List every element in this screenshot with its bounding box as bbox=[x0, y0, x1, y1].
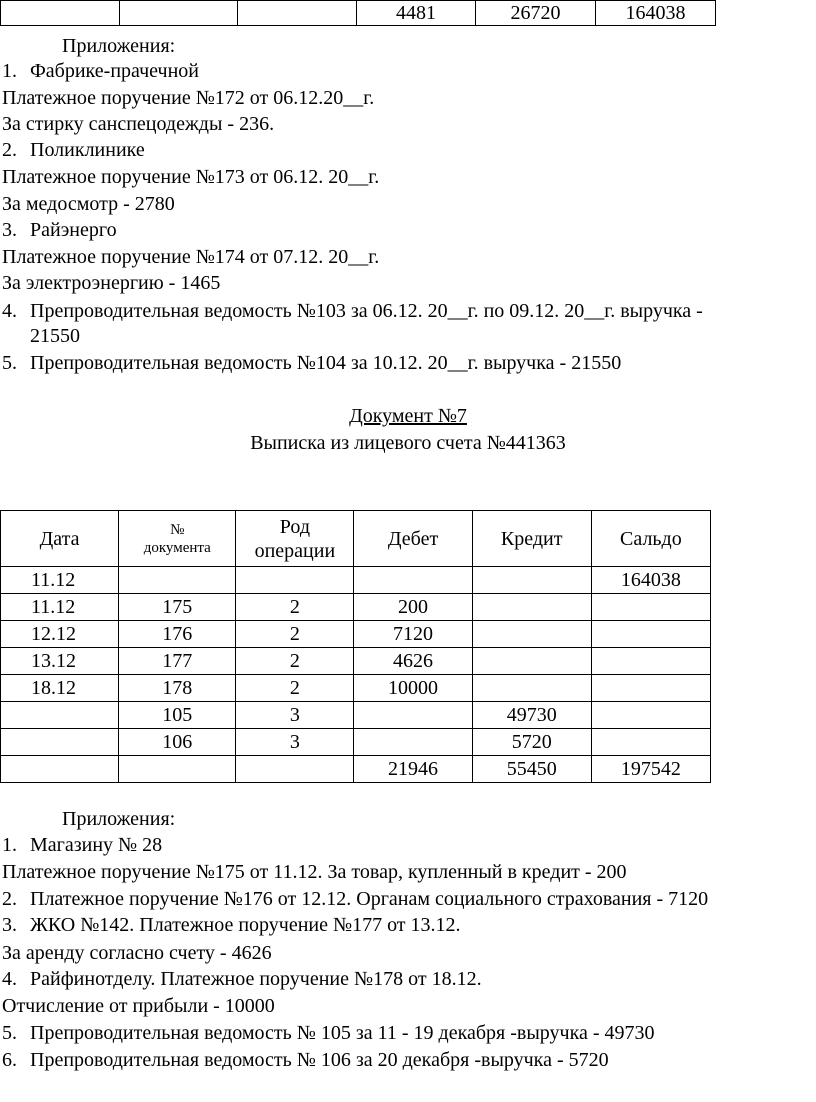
cell-credit bbox=[472, 675, 591, 702]
list-text: Платежное поручение №176 от 12.12. Органам социального страхования - 7120 bbox=[30, 888, 709, 910]
list-text: Магазину № 28 bbox=[30, 834, 163, 856]
cell-operation: 2 bbox=[236, 621, 354, 648]
cell-credit: 5720 bbox=[472, 729, 591, 756]
cell-date: 11.12 bbox=[1, 567, 119, 594]
table-cell bbox=[120, 1, 238, 26]
list-text: Поликлинике bbox=[30, 139, 145, 161]
cell-doc-number: 176 bbox=[119, 621, 236, 648]
cell-date: 18.12 bbox=[1, 675, 119, 702]
cell-debit: 4626 bbox=[354, 648, 472, 675]
list-text: Препроводительная ведомость № 106 за 20 декабря -выручка - 5720 bbox=[30, 1049, 609, 1071]
list-item: За электроэнергию - 1465 bbox=[2, 272, 221, 294]
table-cell: 164038 bbox=[596, 1, 716, 26]
table-row bbox=[1, 702, 711, 729]
list-number: 6. bbox=[2, 1049, 17, 1071]
cell-debit: 7120 bbox=[354, 621, 472, 648]
cell-debit: 200 bbox=[354, 594, 472, 621]
list-text: Препроводительная ведомость №103 за 06.12. 20__г. по 09.12. 20__г. выручка - bbox=[30, 300, 703, 322]
list-item: За медосмотр - 2780 bbox=[2, 193, 175, 215]
table-row bbox=[1, 729, 711, 756]
cell-balance bbox=[591, 702, 710, 729]
cell-balance bbox=[591, 648, 710, 675]
list-item bbox=[2, 1047, 609, 1073]
table-row bbox=[1, 621, 711, 648]
cell-credit bbox=[472, 567, 591, 594]
list-number: 5. bbox=[2, 1022, 17, 1044]
list-item bbox=[2, 137, 145, 163]
list-item bbox=[2, 886, 708, 912]
top-summary-table bbox=[0, 0, 716, 26]
header-credit: Кредит bbox=[472, 511, 591, 567]
cell-credit bbox=[472, 621, 591, 648]
list-item: Платежное поручение №174 от 07.12. 20__г. bbox=[2, 246, 380, 268]
list-number: 3. bbox=[2, 914, 17, 936]
table-row bbox=[1, 1, 716, 26]
list-item bbox=[2, 912, 461, 938]
document-subtitle: Выписка из лицевого счета №441363 bbox=[250, 432, 566, 454]
list-number: 4. bbox=[2, 300, 17, 322]
table-row bbox=[1, 567, 711, 594]
list-text: Райфинотделу. Платежное поручение №178 от 18.12. bbox=[30, 968, 482, 990]
header-date: Дата bbox=[1, 511, 119, 567]
table-cell bbox=[238, 1, 357, 26]
cell-operation: 3 bbox=[236, 729, 354, 756]
document-title: Документ №7 bbox=[349, 405, 467, 427]
list-number: 3. bbox=[2, 219, 17, 241]
header-debit: Дебет bbox=[354, 511, 472, 567]
cell-doc-number: 106 bbox=[119, 729, 236, 756]
list-item bbox=[2, 58, 199, 84]
cell-balance bbox=[591, 729, 710, 756]
cell-credit bbox=[472, 648, 591, 675]
account-statement-table bbox=[0, 510, 711, 783]
cell-operation: 2 bbox=[236, 675, 354, 702]
list-item: За аренду согласно счету - 4626 bbox=[2, 942, 272, 964]
cell-date bbox=[1, 729, 119, 756]
list-item: За стирку санспецодежды - 236. bbox=[2, 113, 275, 135]
list-item bbox=[2, 298, 703, 324]
cell-debit-total: 21946 bbox=[354, 756, 472, 783]
cell-doc-number: 105 bbox=[119, 702, 236, 729]
cell-debit: 10000 bbox=[354, 675, 472, 702]
list-text: Препроводительная ведомость № 105 за 11 - 19 декабря -выручка - 49730 bbox=[30, 1022, 655, 1044]
list-number: 1. bbox=[2, 834, 17, 856]
header-doc-number bbox=[119, 511, 236, 567]
list-text: Фабрике-прачечной bbox=[30, 60, 199, 82]
cell-credit bbox=[472, 594, 591, 621]
list-item: Платежное поручение №172 от 06.12.20__г. bbox=[2, 87, 375, 109]
cell-debit bbox=[354, 567, 472, 594]
cell-credit: 49730 bbox=[472, 702, 591, 729]
cell-doc-number: 177 bbox=[119, 648, 236, 675]
cell-date bbox=[1, 702, 119, 729]
cell-date: 11.12 bbox=[1, 594, 119, 621]
header-balance: Сальдо bbox=[591, 511, 710, 567]
appendix-heading: Приложения: bbox=[62, 35, 176, 57]
list-item bbox=[2, 350, 621, 376]
cell-balance-total: 197542 bbox=[591, 756, 710, 783]
cell-date: 12.12 bbox=[1, 621, 119, 648]
header-doc-number-word: документа bbox=[143, 539, 211, 556]
table-header-row bbox=[1, 511, 711, 567]
header-operation-type bbox=[236, 511, 354, 567]
document-title-wrap bbox=[0, 403, 816, 429]
cell-operation: 2 bbox=[236, 648, 354, 675]
cell-balance bbox=[591, 675, 710, 702]
list-number: 4. bbox=[2, 968, 17, 990]
table-cell bbox=[1, 1, 120, 26]
cell-doc-number bbox=[119, 756, 236, 783]
cell-doc-number: 178 bbox=[119, 675, 236, 702]
header-operation-line1: Род bbox=[279, 515, 310, 538]
table-row bbox=[1, 675, 711, 702]
table-totals-row bbox=[1, 756, 711, 783]
cell-operation: 3 bbox=[236, 702, 354, 729]
header-operation-line2: операции bbox=[254, 539, 336, 562]
list-item bbox=[2, 217, 117, 243]
cell-doc-number bbox=[119, 567, 236, 594]
list-number: 5. bbox=[2, 352, 17, 374]
cell-date bbox=[1, 756, 119, 783]
table-row bbox=[1, 648, 711, 675]
list-number: 2. bbox=[2, 139, 17, 161]
list-item bbox=[2, 1020, 655, 1046]
list-number: 1. bbox=[2, 60, 17, 82]
list-item: Платежное поручение №173 от 06.12. 20__г. bbox=[2, 166, 380, 188]
cell-credit-total: 55450 bbox=[472, 756, 591, 783]
cell-debit bbox=[354, 702, 472, 729]
list-text: Райэнерго bbox=[30, 219, 117, 241]
list-text: ЖКО №142. Платежное поручение №177 от 13.12. bbox=[30, 914, 461, 936]
list-number: 2. bbox=[2, 888, 17, 910]
cell-operation: 2 bbox=[236, 594, 354, 621]
cell-operation bbox=[236, 567, 354, 594]
cell-balance bbox=[591, 594, 710, 621]
list-text: Препроводительная ведомость №104 за 10.12. 20__г. выручка - 21550 bbox=[30, 352, 622, 374]
table-cell: 26720 bbox=[476, 1, 596, 26]
list-item: Платежное поручение №175 от 11.12. За товар, купленный в кредит - 200 bbox=[2, 861, 627, 883]
list-item-continuation: 21550 bbox=[30, 325, 80, 347]
list-item bbox=[2, 832, 162, 858]
list-item: Отчисление от прибыли - 10000 bbox=[2, 995, 275, 1017]
cell-balance: 164038 bbox=[591, 567, 710, 594]
cell-debit bbox=[354, 729, 472, 756]
header-doc-number-sign: № bbox=[170, 521, 185, 538]
table-cell: 4481 bbox=[357, 1, 476, 26]
table-row bbox=[1, 594, 711, 621]
cell-operation bbox=[236, 756, 354, 783]
cell-balance bbox=[591, 621, 710, 648]
cell-date: 13.12 bbox=[1, 648, 119, 675]
list-item bbox=[2, 966, 482, 992]
appendix-heading: Приложения: bbox=[62, 808, 176, 830]
cell-doc-number: 175 bbox=[119, 594, 236, 621]
